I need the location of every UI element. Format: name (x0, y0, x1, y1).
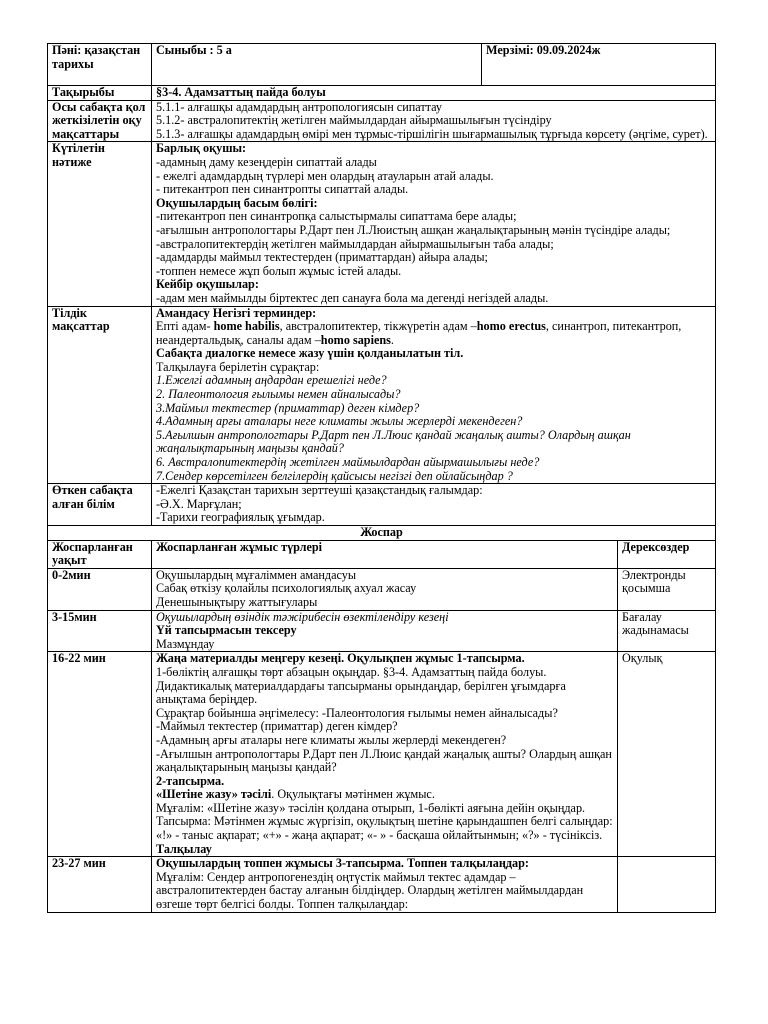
plan-line: 1-бөліктің алғашқы төрт абзацын оқыңдар. §3-4. Адамзаттың пайда болуы. (156, 664, 547, 679)
plan-row (48, 652, 716, 857)
objective-item: 5.1.1- алғашқы адамдардың антропологиясын сипаттау (156, 99, 443, 114)
language-label: Тілдік мақсаттар (48, 306, 152, 484)
plan-col-work: Жоспарланған жұмыс түрлері (152, 540, 618, 568)
prior-label: Өткен сабақта алған білім (48, 484, 152, 526)
outcomes-label: Күтілетін нәтиже (48, 142, 152, 306)
terms-latin: home habilis (213, 319, 280, 334)
discussion-intro: Талқылауға берілетін сұрақтар: (156, 359, 320, 374)
outcomes-most-title: Оқушылардың басым бөлігі: (156, 195, 318, 210)
plan-resource: Бағалау жадынамасы (618, 610, 716, 652)
terms-part: Епті адам- (156, 319, 214, 334)
plan-line: Дидактикалық материалдардағы тапсырманы орындаңдар, берілген ұғымдарға анықтама беріңдер. (156, 678, 566, 707)
outcome-item: -адамның даму кезеңдерін сипаттай алады (156, 154, 377, 169)
terms-text (156, 320, 711, 347)
plan-header-row (48, 540, 716, 568)
method-text: . Оқулықтағы мәтінмен жұмыс. (271, 787, 435, 802)
topic-label: Тақырыбы (48, 86, 152, 101)
plan-time: 0-2мин (48, 568, 152, 610)
plan-time: 3-15мин (48, 610, 152, 652)
question-item: 5.Ағылшын антропологтары Р.Дарт пен Л.Люис қандай жаңалық ашты? Олардың ашқан жаңалықтарының маңызы қандай? (156, 427, 631, 456)
outcome-item: -топпен немесе жұп болып жұмыс істей алады. (156, 263, 402, 278)
terms-latin: homo sapiens (320, 332, 391, 347)
plan-resource (618, 857, 716, 912)
prior-row (48, 484, 716, 526)
outcomes-some-title: Кейбір оқушылар: (156, 277, 259, 292)
terms-latin: homo erectus (476, 319, 546, 334)
plan-col-resources: Дерексөздер (618, 540, 716, 568)
plan-resource: Оқулық (618, 652, 716, 857)
outcome-item: -питекантроп пен синантропқа салыстырмалы сипаттама бере алады; (156, 209, 517, 224)
terms-title: Амандасу Негізгі терминдер: (156, 305, 317, 320)
plan-stage: Оқушылардың өзіндік тәжірибесін өзектілендіру кезеңі (156, 609, 449, 624)
outcome-item: - питекантроп пен синантропты сипаттай алады. (156, 182, 409, 197)
plan-task-title: Оқушылардың топпен жұмысы 3-тапсырма. Топпен талқылаңдар: (156, 856, 529, 871)
question-item: 7.Сендер көрсетілген белгілердің қайсысы негізгі деп ойлайсыңдар ? (156, 468, 513, 483)
plan-time: 23-27 мин (48, 857, 152, 912)
topic-row (48, 86, 716, 101)
plan-task-title: Үй тапсырмасын тексеру (156, 623, 297, 638)
plan-line: Сабақ өткізу қолайлы психологиялық ахуал жасау (156, 581, 417, 596)
language-row (48, 306, 716, 484)
date-cell: Мерзімі: 09.09.2024ж (482, 44, 716, 86)
question-item: 1.Ежелгі адамның аңдардан ерешелігі неде? (156, 373, 387, 388)
plan-line: Денешынықтыру жаттығулары (156, 594, 318, 609)
plan-task-title: Жаңа материалды меңгеру кезеңі. Оқулықпен жұмыс 1-тапсырма. (156, 651, 525, 666)
header-row (48, 44, 716, 86)
outcomes-all-title: Барлық оқушы: (156, 141, 247, 156)
plan-time: 16-22 мин (48, 652, 152, 857)
plan-col-time: Жоспарланған уақыт (48, 540, 152, 568)
outcome-item: -адам мен маймылды біртектес деп санауға бола ма дегенді негіздей алады. (156, 290, 549, 305)
objective-item: 5.1.3- алғашқы адамдардың өмірі мен тұрмыс-тіршілігін шығармашылық тұрғыда көрсету (әңгіме, сурет). (156, 126, 708, 141)
terms-part: . (390, 332, 394, 347)
plan-task-title: 2-тапсырма. (156, 773, 225, 788)
plan-line: -Маймыл тектестер (приматтар) деген кімдер? (156, 719, 398, 734)
subject-cell: Пәні: қазақстан тарихы (48, 44, 152, 86)
plan-title-row (48, 526, 716, 541)
objectives-row (48, 100, 716, 142)
plan-work (152, 568, 618, 610)
plan-line: -Ағылшын антропологтары Р.Дарт пен Л.Люис қандай жаңалық ашты? Олардың ашқан жаңалықтарының маңызы қандай? (156, 746, 612, 775)
terms-part: , австралопитектер, тікжүретін адам – (279, 319, 477, 334)
plan-row (48, 857, 716, 912)
plan-line: Сұрақтар бойынша әңгімелесу: -Палеонтология ғылымы немен айналысады? (156, 705, 558, 720)
dialog-title: Сабақта диалогке немесе жазу үшін қолданылатын тіл. (156, 346, 464, 361)
plan-line-text: Тапсырма: Мәтінмен жұмыс жүргізіп, оқулықтың шетіне қарындашпен белгі салыңдар: «!» - таныс ақпарат; «+» - жаңа ақпарат; «- » - басқаша ойлайтынмын; «?» - түсініксіз. (156, 814, 613, 843)
plan-title: Жоспар (48, 526, 716, 541)
question-item: 2. Палеонтология ғылымы немен айналысады? (156, 387, 401, 402)
plan-row (48, 568, 716, 610)
plan-line: Мұғалім: «Шетіне жазу» тәсілін қолдана отырып, 1-бөлікті аяғына дейін оқыңдар. (156, 800, 586, 815)
plan-work (152, 652, 618, 857)
prior-item: -Тарихи географиялық ұғымдар. (156, 510, 325, 525)
grade-cell: Сыныбы : 5 а (152, 44, 482, 86)
objective-item: 5.1.2- австралопитектің жетілген маймылдардан айырмашылығын түсіндіру (156, 113, 552, 128)
question-item: 6. Австралопитектердің жетілген маймылдардан айырмашылығы неде? (156, 455, 540, 470)
outcome-item: -адамдарды маймыл тектестерден (приматтардан) айыра алады; (156, 250, 488, 265)
plan-line: Мұғалім: Сендер антропогенездің оңтүстік маймыл тектес адамдар – австралопитектерден бастау алғанын білдіңдер. Олардың жетілген маймылдардан өзгеше төрт белгісі болды. Топпен талқылаңдар: (156, 869, 584, 912)
language-content (152, 306, 716, 484)
prior-item: -Ә.Х. Марғұлан; (156, 496, 242, 511)
method-name: «Шетіне жазу» тәсілі (156, 787, 272, 802)
outcome-item: - ежелгі адамдардың түрлері мен олардың атауларын атай алады. (156, 168, 494, 183)
question-item: 4.Адамның арғы аталары неге климаты жылы жерлерді мекендеген? (156, 414, 523, 429)
plan-line: Оқушылардың мұғаліммен амандасуы (156, 567, 357, 582)
lesson-plan (47, 43, 715, 913)
lesson-plan-table (47, 43, 716, 913)
plan-line: -Адамның арғы аталары неге климаты жылы жерлерді мекендеген? (156, 732, 507, 747)
plan-resource: Электронды қосымша (618, 568, 716, 610)
plan-line (156, 788, 613, 802)
plan-work (152, 857, 618, 912)
plan-line (156, 815, 613, 856)
objectives-list (152, 100, 716, 142)
question-item: 3.Маймыл тектестер (приматтар) деген кімдер? (156, 400, 420, 415)
outcome-item: -австралопитектердің жетілген маймылдардан айырмашылығын таба алады; (156, 236, 554, 251)
terms-part: , синантроп, питекантроп, неандертальдық, саналы адам – (156, 319, 682, 347)
plan-row (48, 610, 716, 652)
prior-item: -Ежелгі Қазақстан тарихын зерттеуші қазақстандық ғалымдар: (156, 483, 483, 498)
discussion-label: Талқылау (156, 841, 212, 856)
outcomes-content (152, 142, 716, 306)
topic-value: §3-4. Адамзаттың пайда болуы (152, 86, 716, 101)
objectives-label: Осы сабақта қол жеткізілетін оқу мақсаттары (48, 100, 152, 142)
prior-content (152, 484, 716, 526)
outcome-item: -ағылшын антропологтары Р.Дарт пен Л.Люистың ашқан жаңалықтарының мәнін түсіндіре алады; (156, 222, 671, 237)
plan-work (152, 610, 618, 652)
plan-line: Мазмұндау (156, 636, 215, 651)
outcomes-row (48, 142, 716, 306)
